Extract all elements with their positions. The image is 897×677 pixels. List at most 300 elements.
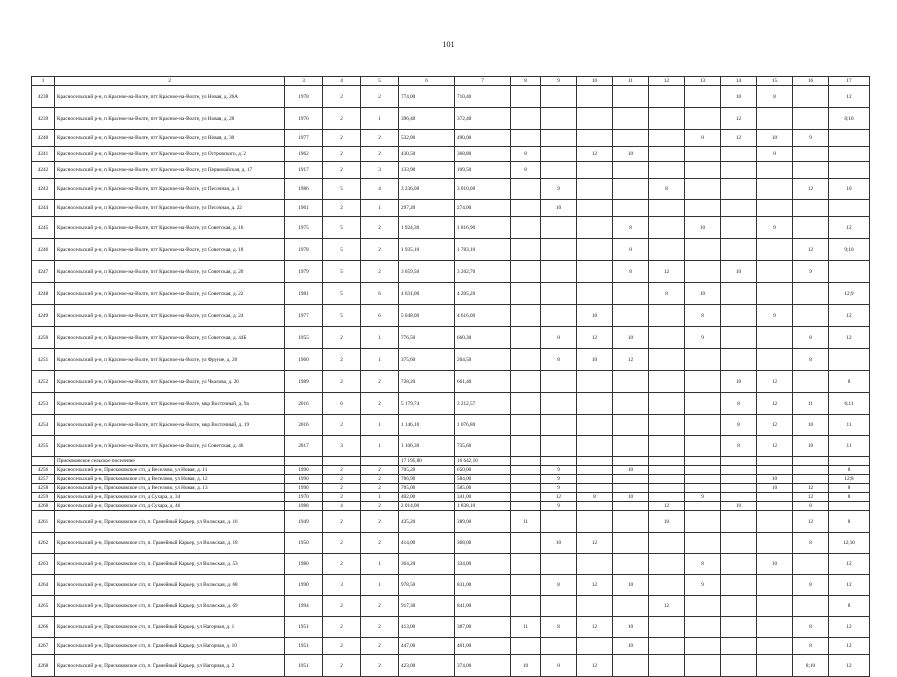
table-cell xyxy=(577,217,613,239)
table-cell xyxy=(649,554,685,575)
table-cell: 8 xyxy=(829,371,870,393)
table-cell: 10 xyxy=(721,371,757,393)
table-cell xyxy=(649,638,685,655)
table-cell: 12 xyxy=(577,533,613,554)
table-cell xyxy=(757,261,793,283)
column-header: 17 xyxy=(829,77,870,86)
table-cell: 10 xyxy=(613,638,649,655)
table-cell xyxy=(541,86,577,108)
table-cell: 413,00 xyxy=(399,617,455,638)
table-cell: 1990 xyxy=(285,484,323,493)
table-cell xyxy=(577,283,613,305)
table-row xyxy=(32,179,870,200)
table-cell xyxy=(757,283,793,305)
table-cell: 2 xyxy=(361,217,399,239)
table-cell: 2 xyxy=(323,200,361,217)
table-cell: 5 xyxy=(323,305,361,327)
table-cell xyxy=(649,349,685,371)
table-cell xyxy=(685,596,721,617)
table-cell: 2 xyxy=(361,466,399,475)
table-row xyxy=(32,466,870,475)
table-row xyxy=(32,457,870,466)
row-number-cell: 4253 xyxy=(32,393,55,415)
table-cell: 10 xyxy=(613,575,649,596)
table-cell: 10 xyxy=(793,436,829,457)
table-cell: 5 048,00 xyxy=(399,305,455,327)
table-row xyxy=(32,502,870,511)
address-cell: Красносельский р-н, п Красное-на-Волге, пгт Красное-на-Волге, ул Песочная, д. 1 xyxy=(55,179,285,200)
row-number-cell: 4261 xyxy=(32,511,55,533)
table-cell xyxy=(541,415,577,436)
table-cell: 2 xyxy=(361,371,399,393)
table-cell xyxy=(829,147,870,162)
row-number-cell: 4248 xyxy=(32,283,55,305)
table-cell: 728,20 xyxy=(399,371,455,393)
table-cell: 4 205,20 xyxy=(455,283,511,305)
table-cell: 2 xyxy=(361,239,399,261)
housing-table xyxy=(31,76,870,677)
row-number-cell: 4239 xyxy=(32,108,55,130)
table-cell: 1990 xyxy=(285,475,323,484)
table-cell xyxy=(511,393,541,415)
row-number-cell: 4265 xyxy=(32,596,55,617)
table-cell: 1980 xyxy=(285,554,323,575)
table-cell: 17 195,80 xyxy=(399,457,455,466)
column-header: 6 xyxy=(399,77,455,86)
table-cell: 8 xyxy=(829,484,870,493)
table-cell xyxy=(793,475,829,484)
table-cell: 2 xyxy=(361,638,399,655)
table-cell: 8 xyxy=(613,261,649,283)
table-cell: 2 xyxy=(323,638,361,655)
table-row xyxy=(32,533,870,554)
table-cell xyxy=(793,200,829,217)
table-cell xyxy=(613,554,649,575)
table-cell xyxy=(649,475,685,484)
table-cell: 2 xyxy=(361,393,399,415)
table-cell: 1975 xyxy=(285,217,323,239)
table-cell: 4 616,00 xyxy=(455,305,511,327)
table-cell: 12 xyxy=(829,655,870,677)
table-cell: 8 xyxy=(685,130,721,147)
address-cell: Красносельский р-н, Прискоковское с/п, п. Гранейный Карьер, ул Волжская, д. 18 xyxy=(55,533,285,554)
table-cell: 10 xyxy=(613,327,649,349)
table-cell: 2 xyxy=(361,475,399,484)
table-cell: 5 179,74 xyxy=(399,393,455,415)
table-cell xyxy=(577,484,613,493)
table-cell: 368,80 xyxy=(455,147,511,162)
table-cell xyxy=(511,349,541,371)
table-cell: 375,60 xyxy=(399,349,455,371)
table-row xyxy=(32,484,870,493)
table-cell xyxy=(577,162,613,179)
address-cell: Красносельский р-н, Прискоковское с/п, д Веселово, ул Новая, д. 11 xyxy=(55,466,285,475)
table-cell: 374,00 xyxy=(455,655,511,677)
table-cell: 9 xyxy=(541,179,577,200)
table-cell xyxy=(793,457,829,466)
address-cell: Красносельский р-н, п Красное-на-Волге, пгт Красное-на-Волге, ул Советская, д. 44Б xyxy=(55,327,285,349)
row-number-cell: 4240 xyxy=(32,130,55,147)
table-cell: 8 xyxy=(757,147,793,162)
table-cell xyxy=(541,638,577,655)
table-cell xyxy=(757,533,793,554)
table-cell: 9 xyxy=(685,575,721,596)
table-cell: 2016 xyxy=(285,415,323,436)
table-cell: 1 xyxy=(361,554,399,575)
table-cell: 2 xyxy=(323,415,361,436)
row-number-cell: 4264 xyxy=(32,575,55,596)
address-cell: Красносельский р-н, Прискоковское с/п, п. Гранейный Карьер, ул Нагорная, д. 1 xyxy=(55,617,285,638)
table-cell: 3 236,00 xyxy=(399,179,455,200)
table-cell: 10 xyxy=(685,217,721,239)
table-cell: 2 xyxy=(323,617,361,638)
address-cell: Красносельский р-н, Прискоковское с/п, д Веселово, ул Новая, д. 12 xyxy=(55,475,285,484)
table-cell: 584,00 xyxy=(455,475,511,484)
row-number-cell xyxy=(32,457,55,466)
table-cell: 8 xyxy=(829,466,870,475)
table-row xyxy=(32,554,870,575)
table-cell: 2 xyxy=(323,475,361,484)
table-cell xyxy=(685,179,721,200)
table-cell xyxy=(757,466,793,475)
table-cell xyxy=(757,179,793,200)
table-cell xyxy=(613,475,649,484)
table-cell: 2 xyxy=(361,147,399,162)
table-cell xyxy=(577,108,613,130)
table-cell xyxy=(685,86,721,108)
table-cell xyxy=(685,638,721,655)
table-cell: 12 xyxy=(793,239,829,261)
table-cell xyxy=(511,239,541,261)
column-header: 3 xyxy=(285,77,323,86)
table-cell: 8;10 xyxy=(829,108,870,130)
table-cell xyxy=(685,108,721,130)
table-cell xyxy=(649,200,685,217)
table-cell xyxy=(793,371,829,393)
column-header: 12 xyxy=(649,77,685,86)
table-cell: 1 xyxy=(361,200,399,217)
table-row xyxy=(32,596,870,617)
column-header: 11 xyxy=(613,77,649,86)
table-cell xyxy=(577,596,613,617)
row-number-cell: 4245 xyxy=(32,217,55,239)
table-cell xyxy=(721,466,757,475)
table-cell xyxy=(757,596,793,617)
table-cell: 387,00 xyxy=(455,617,511,638)
table-cell xyxy=(649,484,685,493)
table-cell: 9 xyxy=(757,217,793,239)
table-cell xyxy=(613,436,649,457)
table-cell: 8 xyxy=(721,393,757,415)
table-cell xyxy=(577,554,613,575)
address-cell: Красносельский р-н, п Красное-на-Волге, пгт Красное-на-Волге, ул Советская, д. 24 xyxy=(55,305,285,327)
table-cell: 8 xyxy=(793,502,829,511)
table-cell xyxy=(511,475,541,484)
table-cell: 2 xyxy=(361,511,399,533)
table-cell xyxy=(511,457,541,466)
address-cell: Красносельский р-н, Прискоковское с/п, п. Гранейный Карьер, ул Нагорная, д. 2 xyxy=(55,655,285,677)
table-cell: 4 xyxy=(323,502,361,511)
table-cell: 414,00 xyxy=(399,533,455,554)
table-cell: 8 xyxy=(721,436,757,457)
table-row xyxy=(32,305,870,327)
table-cell: 10 xyxy=(757,130,793,147)
table-cell: 2 xyxy=(361,533,399,554)
table-cell: 8 xyxy=(793,575,829,596)
table-cell: 2 xyxy=(323,108,361,130)
table-cell xyxy=(649,162,685,179)
row-number-cell: 4266 xyxy=(32,617,55,638)
table-cell xyxy=(793,86,829,108)
row-number-cell: 4262 xyxy=(32,533,55,554)
table-cell xyxy=(613,502,649,511)
table-cell xyxy=(577,200,613,217)
table-cell: 4 xyxy=(361,179,399,200)
table-cell: 1990 xyxy=(285,466,323,475)
table-cell xyxy=(649,147,685,162)
table-cell: 841,00 xyxy=(455,596,511,617)
table-cell xyxy=(757,457,793,466)
table-cell: 1 783,10 xyxy=(455,239,511,261)
table-cell: 5 xyxy=(323,261,361,283)
address-cell: Красносельский р-н, п Красное-на-Волге, пгт Красное-на-Волге, ул Советская, д. 16 xyxy=(55,217,285,239)
table-cell: 6 xyxy=(361,305,399,327)
table-cell xyxy=(757,200,793,217)
table-cell xyxy=(649,305,685,327)
row-number-cell: 4251 xyxy=(32,349,55,371)
table-cell xyxy=(577,86,613,108)
table-cell: 2 xyxy=(323,466,361,475)
table-cell xyxy=(685,147,721,162)
table-cell: 8 xyxy=(829,511,870,533)
table-cell: 1955 xyxy=(285,327,323,349)
table-cell xyxy=(649,239,685,261)
table-cell: 3 xyxy=(323,436,361,457)
column-header: 14 xyxy=(721,77,757,86)
table-cell: 10 xyxy=(613,466,649,475)
table-row xyxy=(32,393,870,415)
table-cell xyxy=(793,554,829,575)
table-cell xyxy=(613,393,649,415)
table-cell: 133,90 xyxy=(399,162,455,179)
table-cell xyxy=(613,596,649,617)
table-cell: 2 xyxy=(361,617,399,638)
table-cell xyxy=(541,393,577,415)
table-cell xyxy=(721,575,757,596)
address-cell: Красносельский р-н, п Красное-на-Волге, пгт Красное-на-Волге, ул Чкалова, д. 26 xyxy=(55,371,285,393)
table-cell: 12 xyxy=(793,493,829,502)
table-cell xyxy=(649,493,685,502)
table-cell: 12 xyxy=(721,130,757,147)
table-cell: 2 xyxy=(323,596,361,617)
table-cell: 12 xyxy=(649,596,685,617)
table-cell xyxy=(511,130,541,147)
table-cell: 1979 xyxy=(285,261,323,283)
table-cell: 9 xyxy=(793,261,829,283)
table-cell: 12 xyxy=(757,415,793,436)
table-cell xyxy=(511,108,541,130)
table-cell: 10 xyxy=(829,179,870,200)
table-cell xyxy=(757,493,793,502)
table-cell: 776,50 xyxy=(399,327,455,349)
column-header: 1 xyxy=(32,77,55,86)
table-cell xyxy=(511,179,541,200)
table-cell: 8 xyxy=(613,239,649,261)
column-header: 13 xyxy=(685,77,721,86)
table-cell xyxy=(685,617,721,638)
table-cell xyxy=(613,533,649,554)
table-cell: 5 xyxy=(323,283,361,305)
table-cell: 389,00 xyxy=(455,511,511,533)
column-header: 15 xyxy=(757,77,793,86)
table-cell xyxy=(649,436,685,457)
table-cell: 8 xyxy=(793,617,829,638)
address-cell: Красносельский р-н, Прискоковское с/п, п. Гранейный Карьер, ул Нагорная, д. 10 xyxy=(55,638,285,655)
table-cell: 5 xyxy=(323,217,361,239)
table-cell: 490,00 xyxy=(455,130,511,147)
table-cell xyxy=(829,162,870,179)
table-cell: 2016 xyxy=(285,393,323,415)
table-cell: 8 xyxy=(541,655,577,677)
address-cell: Красносельский р-н, п Красное-на-Волге, пгт Красное-на-Волге, ул Советская, д. 46 xyxy=(55,436,285,457)
address-cell: Красносельский р-н, Прискоковское с/п, д Сухара, д. 34 xyxy=(55,493,285,502)
table-cell xyxy=(541,147,577,162)
table-cell xyxy=(511,261,541,283)
table-cell xyxy=(511,415,541,436)
table-cell xyxy=(613,415,649,436)
row-number-cell: 4263 xyxy=(32,554,55,575)
address-cell: Красносельский р-н, п Красное-на-Волге, пгт Красное-на-Волге, ул Островского, д. 2 xyxy=(55,147,285,162)
table-cell xyxy=(685,466,721,475)
table-cell: 1 xyxy=(361,575,399,596)
table-row xyxy=(32,239,870,261)
table-cell xyxy=(613,162,649,179)
table-cell xyxy=(649,533,685,554)
table-cell xyxy=(649,655,685,677)
table-cell xyxy=(577,638,613,655)
table-cell xyxy=(361,457,399,466)
table-cell: 2 xyxy=(361,655,399,677)
table-cell xyxy=(613,200,649,217)
row-number-cell: 4244 xyxy=(32,200,55,217)
table-cell: 12 xyxy=(829,638,870,655)
table-cell: 10 xyxy=(721,86,757,108)
table-cell: 2 xyxy=(323,371,361,393)
table-cell xyxy=(649,415,685,436)
table-cell: 8 xyxy=(541,617,577,638)
table-cell xyxy=(829,457,870,466)
table-cell: 8 xyxy=(685,554,721,575)
table-cell: 2 xyxy=(361,596,399,617)
table-cell: 435,20 xyxy=(399,511,455,533)
table-cell: 12 xyxy=(721,108,757,130)
table-cell: 8 xyxy=(577,493,613,502)
column-header: 4 xyxy=(323,77,361,86)
table-cell: 2 xyxy=(323,162,361,179)
table-cell xyxy=(685,349,721,371)
table-cell: 12 xyxy=(793,484,829,493)
table-cell xyxy=(649,130,685,147)
table-cell: 8 xyxy=(649,179,685,200)
table-cell xyxy=(613,371,649,393)
table-cell: 2017 xyxy=(285,436,323,457)
table-cell xyxy=(757,349,793,371)
table-cell: 10 xyxy=(541,533,577,554)
table-cell xyxy=(721,655,757,677)
table-cell xyxy=(649,393,685,415)
table-cell: 12 xyxy=(649,261,685,283)
row-number-cell: 4246 xyxy=(32,239,55,261)
table-cell: 423,00 xyxy=(399,655,455,677)
table-cell: 8 xyxy=(649,283,685,305)
table-cell xyxy=(793,217,829,239)
table-cell: 532,00 xyxy=(399,130,455,147)
table-cell xyxy=(577,511,613,533)
table-cell xyxy=(613,305,649,327)
address-cell: Красносельский р-н, п Красное-на-Волге, пгт Красное-на-Волге, ул Советская, д. 20 xyxy=(55,261,285,283)
table-cell: 1 935,10 xyxy=(399,239,455,261)
column-header: 9 xyxy=(541,77,577,86)
table-cell: 274,00 xyxy=(455,200,511,217)
table-cell xyxy=(511,484,541,493)
table-cell xyxy=(793,147,829,162)
table-row xyxy=(32,200,870,217)
table-cell xyxy=(541,371,577,393)
row-number-cell: 4257 xyxy=(32,475,55,484)
table-cell: 109,50 xyxy=(455,162,511,179)
table-cell: 12;10 xyxy=(829,533,870,554)
table-cell: 1 146,10 xyxy=(399,415,455,436)
table-cell: 8 xyxy=(541,575,577,596)
table-cell: 9 xyxy=(793,130,829,147)
table-cell: 2 xyxy=(323,86,361,108)
table-cell: 2 xyxy=(323,327,361,349)
table-cell: 1994 xyxy=(285,596,323,617)
table-cell xyxy=(721,638,757,655)
table-cell: 11 xyxy=(793,393,829,415)
table-cell: 12 xyxy=(757,371,793,393)
table-cell xyxy=(541,511,577,533)
table-cell: 2 xyxy=(361,484,399,493)
table-cell xyxy=(721,217,757,239)
table-cell: 710,40 xyxy=(455,86,511,108)
table-cell: 6;11 xyxy=(829,393,870,415)
table-cell: 12 xyxy=(793,179,829,200)
table-cell: 1 924,30 xyxy=(399,217,455,239)
table-cell: 8 xyxy=(511,162,541,179)
table-cell xyxy=(649,457,685,466)
table-cell: 1917 xyxy=(285,162,323,179)
table-cell xyxy=(829,130,870,147)
table-cell: 10 xyxy=(577,349,613,371)
table-cell: 1978 xyxy=(285,86,323,108)
table-cell xyxy=(757,327,793,349)
table-cell: 8 xyxy=(541,349,577,371)
table-cell xyxy=(511,502,541,511)
table-cell: 12 xyxy=(793,511,829,533)
row-number-cell: 4268 xyxy=(32,655,55,677)
table-cell xyxy=(685,484,721,493)
table-cell: 5 xyxy=(323,239,361,261)
table-cell xyxy=(829,261,870,283)
table-cell: 8 xyxy=(613,217,649,239)
table-row xyxy=(32,327,870,349)
table-cell xyxy=(649,617,685,638)
address-cell: Красносельский р-н, Прискоковское с/п, д Сухара, д. 46 xyxy=(55,502,285,511)
table-cell: 10 xyxy=(541,200,577,217)
table-cell: 11 xyxy=(829,436,870,457)
table-row xyxy=(32,261,870,283)
